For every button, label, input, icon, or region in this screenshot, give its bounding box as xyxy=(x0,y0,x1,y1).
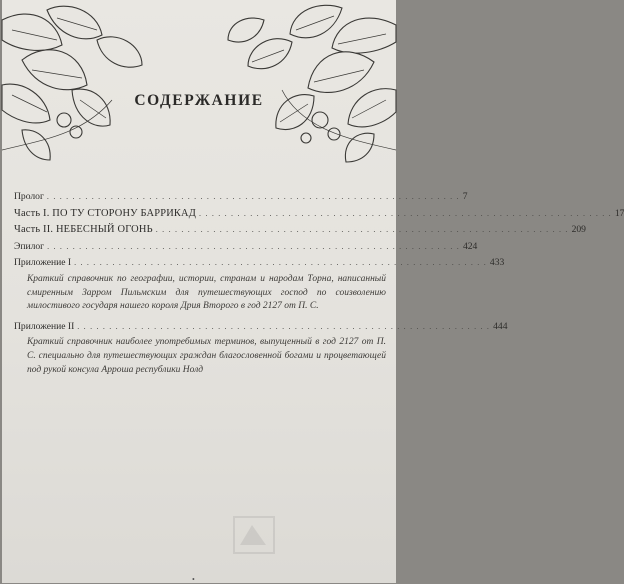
toc-entry-label: Приложение I xyxy=(14,257,72,269)
toc-page-number: 424 xyxy=(462,240,478,252)
toc-entry-part-2[interactable] xyxy=(14,223,586,236)
toc-page-number: 17 xyxy=(614,207,624,219)
dot-leader: . . . . . . . . . . . . . . . . . . . . . . . . . . . . . . . . . . . . . . . . . . . . . . . . . . . . . . . . . . . . . . . . . xyxy=(155,225,569,235)
toc-entry-label: Пролог xyxy=(14,191,44,202)
toc-entry-description: Краткий справочник по географии, истории, странам и народам Торна, написанный смиренным Зарром Пильмским для путешествующих господ по соизволению милостивого государя нашего короля Дрия Второго в год 2127 от П. С. xyxy=(27,273,386,312)
toc-page-number: 444 xyxy=(493,320,508,332)
dot-leader: . . . . . . . . . . . . . . . . . . . . . . . . . . . . . . . . . . . . . . . . . . . . . . . . . . . . . . . . . . . . . . . . . xyxy=(77,321,491,331)
toc-entry-label: Приложение II xyxy=(14,320,75,332)
toc-entry-appendix-1[interactable] xyxy=(14,256,505,269)
dot-leader: . . . . . . . . . . . . . . . . . . . . . . . . . . . . . . . . . . . . . . . . . . . . . . . . . . . . . . . . . . . . . . . . . xyxy=(47,241,460,251)
dot-leader: . . . . . . . . . . . . . . . . . . . . . . . . . . . . . . . . . . . . . . . . . . . . . . . . . . . . . . . . . . . . . . . . . xyxy=(199,208,612,218)
toc-entry-epilogue[interactable] xyxy=(14,240,478,253)
toc-page-number: 209 xyxy=(571,224,586,236)
toc-entry-label: Эпилог xyxy=(14,240,45,252)
book-page xyxy=(2,0,624,584)
page-folio-mark: • xyxy=(192,575,195,584)
toc-entry-prologue[interactable] xyxy=(14,190,468,203)
toc-entry-appendix-2[interactable] xyxy=(14,320,508,333)
table-of-contents xyxy=(14,190,624,383)
toc-entry-part-1[interactable] xyxy=(14,207,624,220)
page-title: СОДЕРЖАНИЕ xyxy=(134,92,264,109)
toc-page-number: 433 xyxy=(489,257,505,269)
toc-entry-description: Краткий справочник наиболее употребимых терминов, выпущенный в год 2127 от П. С. специально для путешествующих граждан благословенной богами и процветающей под рукой консула Арроша республики Нолд xyxy=(27,337,386,375)
dot-leader: . . . . . . . . . . . . . . . . . . . . . . . . . . . . . . . . . . . . . . . . . . . . . . . . . . . . . . . . . . . . . . . . . xyxy=(74,258,487,268)
toc-entry-label: Часть II. НЕБЕСНЫЙ ОГОНЬ xyxy=(14,224,153,236)
oak-leaves-ornament-icon xyxy=(2,0,396,170)
toc-entry-label: Часть I. ПО ТУ СТОРОНУ БАРРИКАД xyxy=(14,207,197,219)
toc-page-number: 7 xyxy=(462,191,468,202)
dot-leader: . . . . . . . . . . . . . . . . . . . . . . . . . . . . . . . . . . . . . . . . . . . . . . . . . . . . . . . . . . . . . . . . . xyxy=(46,192,460,201)
faint-show-through-icon xyxy=(232,515,276,555)
